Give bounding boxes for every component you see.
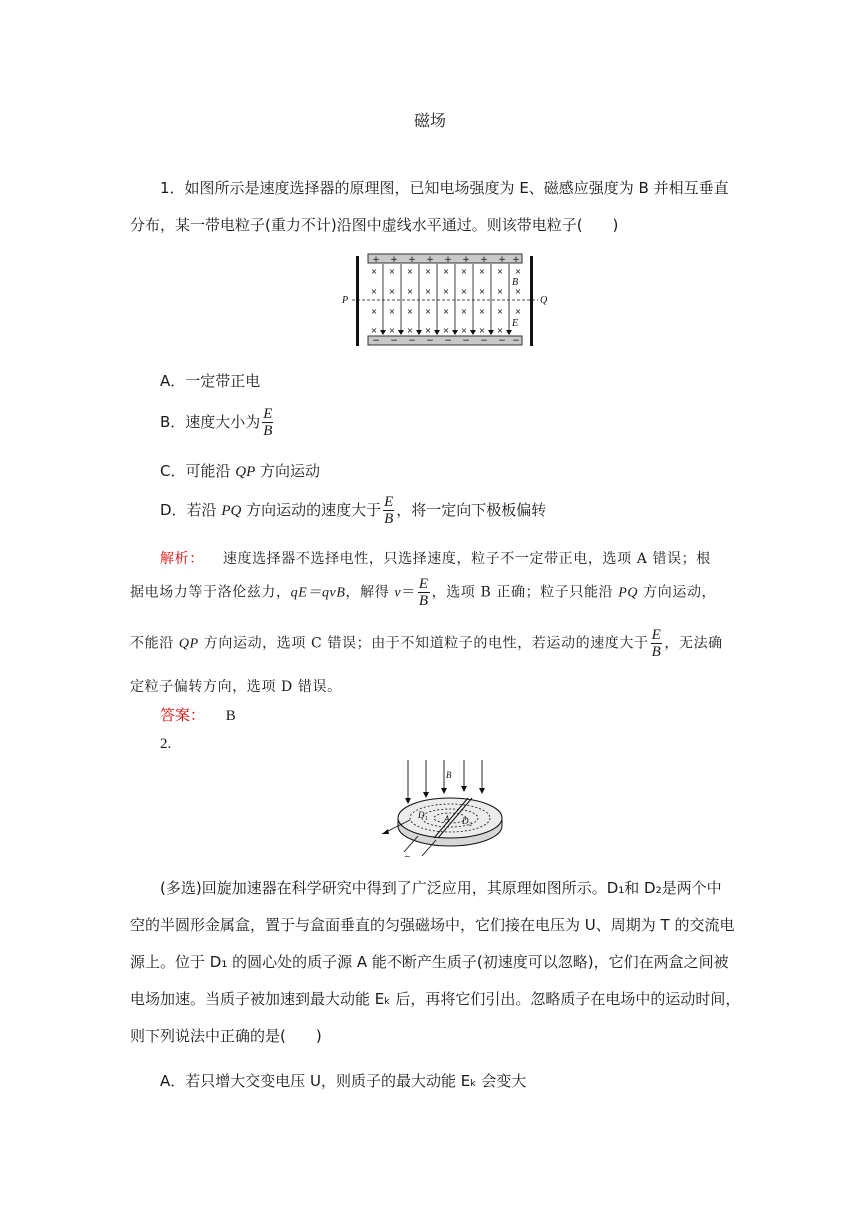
svg-text:×: × [460,287,468,296]
svg-text:×: × [496,326,504,335]
svg-text:×: × [406,326,414,335]
page-title: 磁场 [414,111,447,130]
svg-text:×: × [514,307,522,316]
q1-solution-line4: 定粒子偏转方向，选项 D 错误。 [130,679,342,695]
svg-text:×: × [406,307,414,316]
svg-text:+: + [498,255,506,265]
svg-text:×: × [514,267,522,276]
fraction-e-over-b: $\frac{E}{B}$ [418,576,429,609]
fraction-e-over-b: $\frac{E}{B}$ [651,627,662,660]
q1-option-d: D．若沿 PQ 方向运动的速度大于 $\frac{E}{B}$ ，将一定向下极板偏转 [160,494,547,527]
svg-text:×: × [370,307,378,316]
q1-option-c: C．可能沿 QP 方向运动 [160,462,321,480]
svg-text:−: − [462,336,470,346]
svg-text:2: 2 [469,822,472,828]
svg-text:×: × [478,287,486,296]
svg-text:×: × [388,267,396,276]
svg-text:−: − [372,336,380,346]
svg-text:×: × [406,267,414,276]
svg-text:×: × [370,267,378,276]
q1-stem-line1: 1．如图所示是速度选择器的原理图，已知电场强度为 E、磁感应强度为 B 并相互垂直 [160,179,729,197]
q1-option-b: B．速度大小为 $\frac{E}{B}$ [160,406,273,439]
solution-label: 解析： [160,551,204,567]
svg-text:×: × [478,267,486,276]
fraction-e-over-b: $\frac{E}{B}$ [263,406,273,439]
svg-text:×: × [388,326,396,335]
svg-text:+: + [390,255,398,265]
answer-label: 答案： [160,706,206,724]
svg-text:−: − [426,336,434,346]
svg-text:+: + [408,255,416,265]
q2-stem-line1: (多选)回旋加速器在科学研究中得到了广泛应用，其原理如图所示。D₁和 D₂是两个中 [160,879,722,897]
svg-text:×: × [442,287,450,296]
svg-text:+: + [372,255,380,265]
q1-solution-line2: 据电场力等于洛伦兹力，qE＝qvB，解得 v＝ $\frac{E}{B}$ ，选项 B 正确；粒子只能沿 PQ 方向运动， [130,576,717,609]
svg-text:×: × [388,287,396,296]
svg-text:×: × [388,307,396,316]
svg-text:+: + [426,255,434,265]
svg-text:×: × [460,307,468,316]
svg-text:Q: Q [540,295,548,306]
svg-text:+: + [444,255,452,265]
q2-stem-line4: 电场加速。当质子被加速到最大动能 Eₖ 后，再将它们引出。忽略质子在电场中的运动时间， [130,990,741,1008]
svg-text:×: × [424,307,432,316]
svg-text:A: A [444,814,450,824]
svg-text:−: − [408,336,416,346]
svg-text:×: × [460,326,468,335]
svg-text:×: × [460,267,468,276]
q1-answer: 答案： B [160,706,236,724]
svg-text:B: B [446,770,452,780]
svg-text:×: × [496,287,504,296]
svg-text:×: × [442,267,450,276]
svg-text:−: − [444,336,452,346]
cyclotron-figure [374,756,510,860]
q1-stem-line2: 分布，某一带电粒子(重力不计)沿图中虚线水平通过。则该带电粒子( ) [130,216,619,234]
svg-text:×: × [496,307,504,316]
svg-text:~: ~ [404,852,411,860]
fraction-e-over-b: $\frac{E}{B}$ [384,494,394,527]
svg-text:×: × [442,326,450,335]
q2-number: 2. [160,736,172,752]
svg-text:×: × [406,287,414,296]
svg-text:×: × [370,287,378,296]
svg-text:1: 1 [425,816,428,822]
svg-text:×: × [478,307,486,316]
svg-text:−: − [390,336,398,346]
svg-text:×: × [370,326,378,335]
svg-text:B: B [512,277,519,288]
svg-text:×: × [514,287,522,296]
svg-text:+: + [512,255,520,265]
svg-text:×: × [424,267,432,276]
q1-option-a: A．一定带正电 [160,372,261,390]
velocity-selector-figure [338,252,552,348]
svg-text:×: × [496,267,504,276]
svg-text:×: × [424,287,432,296]
svg-text:×: × [478,326,486,335]
q2-option-a: A．若只增大交变电压 U，则质子的最大动能 Eₖ 会变大 [160,1072,527,1090]
svg-text:E: E [512,318,519,329]
svg-text:D: D [462,816,469,826]
svg-text:−: − [480,336,488,346]
q2-stem-line5: 则下列说法中正确的是( ) [130,1027,322,1045]
svg-text:−: − [498,336,506,346]
svg-text:×: × [442,307,450,316]
svg-text:×: × [424,326,432,335]
q1-solution-line1: 解析： 速度选择器不选择电性，只选择速度，粒子不一定带正电，选项 A 错误；根 [160,551,711,567]
q1-solution-line3: 不能沿 QP 方向运动，选项 C 错误；由于不知道粒子的电性，若运动的速度大于 $\frac{E}{B}$ ，无法确 [130,627,723,660]
q2-stem-line3: 源上。位于 D₁ 的圆心处的质子源 A 能不断产生质子(初速度可以忽略)，它们在两盒之间被 [130,953,729,971]
svg-text:−: − [512,336,520,346]
q2-stem-line2: 空的半圆形金属盒，置于与盒面垂直的匀强磁场中，它们接在电压为 U、周期为 T 的交流电 [130,916,735,934]
svg-text:P: P [342,295,349,306]
svg-text:+: + [462,255,470,265]
svg-text:D: D [418,810,425,820]
svg-text:+: + [480,255,488,265]
